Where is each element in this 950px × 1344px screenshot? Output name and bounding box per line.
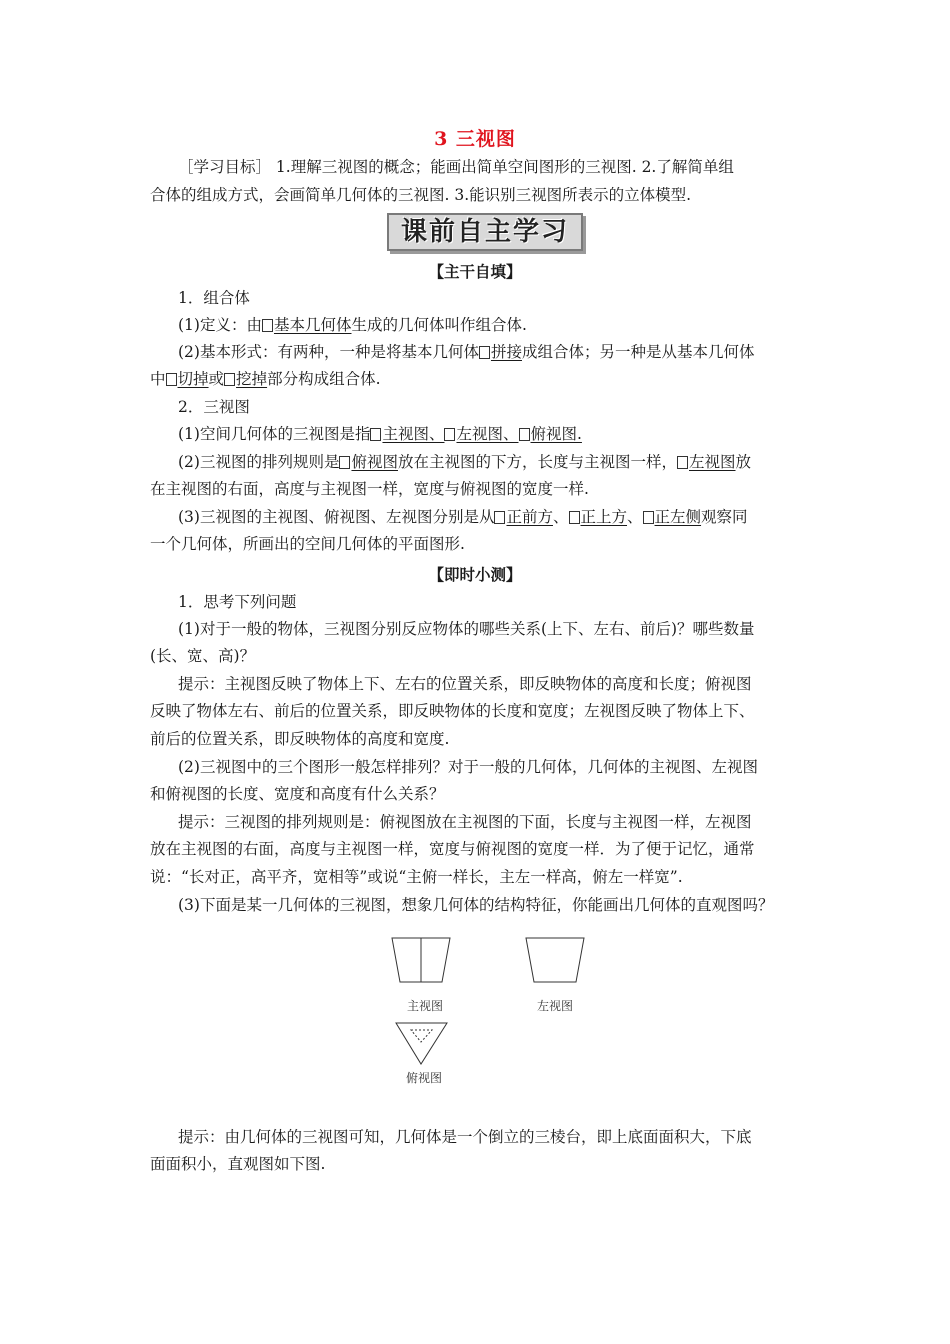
page-title: 3 三视图 [434, 128, 516, 150]
front-view-caption: 主视图 [407, 999, 444, 1013]
three-views-line-1 [178, 423, 815, 445]
section-heading-fill: 【主干自填】 [428, 262, 522, 281]
text: 成组合体；另一种是从基本几何体 [521, 343, 755, 361]
text: 或 [208, 370, 225, 388]
answer-underline: 主视图、 [382, 425, 445, 443]
answer-underline: 正上方 [580, 508, 628, 526]
answer-underline: 拼接 [490, 343, 522, 361]
basic-form-line-2 [150, 368, 815, 390]
three-views-line-2 [178, 451, 815, 473]
text: 部分构成组合体. [267, 370, 381, 388]
section-banner [387, 213, 583, 251]
left-view-shape [526, 938, 584, 982]
answer-underline: 左视图、 [456, 425, 519, 443]
text: 、 [627, 508, 643, 526]
definition-line [178, 314, 815, 336]
section-heading-quiz: 【即时小测】 [428, 565, 522, 584]
text: (1)空间几何体的三视图是指 [178, 425, 371, 443]
basic-form-line-1 [178, 341, 815, 363]
objectives-line-1: ［学习目标］ 1.理解三视图的概念；能画出简单空间图形的三视图. 2.了解简单组 [178, 158, 734, 176]
blank-box [262, 319, 273, 332]
text: (3)三视图的主视图、俯视图、左视图分别是从 [178, 508, 495, 526]
item-heading-combination: 1．组合体 [178, 289, 250, 307]
blank-box [444, 428, 455, 441]
item-heading-three-views: 2．三视图 [178, 398, 250, 416]
blank-box [339, 456, 350, 469]
three-views-figure [380, 925, 610, 1090]
answer-underline: 正左侧 [654, 508, 702, 526]
question-3-line: (3)下面是某一几何体的三视图，想象几何体的结构特征，你能画出几何体的直观图吗？ [178, 896, 774, 914]
answer-3-line-2: 面面积小，直观图如下图. [150, 1155, 326, 1173]
answer-2-line-2: 放在主视图的右面，高度与主视图一样，宽度与俯视图的宽度一样．为了便于记忆，通常 [150, 840, 755, 858]
answer-1-line-2: 反映了物体左右、前后的位置关系，即反映物体的长度和宽度；左视图反映了物体上下、 [150, 702, 755, 720]
answer-2-line-3: 说：“长对正，高平齐，宽相等”或说“主俯一样长，主左一样高，俯左一样宽”. [150, 868, 683, 886]
text: 放 [735, 453, 752, 471]
answer-2-line-1: 提示：三视图的排列规则是：俯视图放在主视图的下面，长度与主视图一样，左视图 [178, 813, 752, 831]
question-2-line-1: (2)三视图中的三个图形一般怎样排列？对于一般的几何体，几何体的主视图、左视图 [178, 758, 758, 776]
quiz-heading: 1．思考下列问题 [178, 593, 297, 611]
blank-box [677, 456, 688, 469]
text: 中 [150, 370, 166, 388]
blank-box [479, 346, 490, 359]
answer-underline: 俯视图. [530, 425, 582, 443]
top-view-caption: 俯视图 [406, 1071, 443, 1085]
text: 、 [552, 508, 569, 526]
text: (2)三视图的排列规则是 [178, 453, 340, 471]
blank-box [519, 428, 530, 441]
blank-box [494, 511, 505, 524]
top-view-shape [396, 1023, 447, 1064]
text: 放在主视图的下方，长度与主视图一样， [397, 453, 677, 471]
front-view-shape [392, 938, 450, 982]
answer-underline: 挖掉 [236, 370, 268, 388]
text: (2)基本形式：有两种，一种是将基本几何体 [178, 343, 479, 361]
answer-1-line-3: 前后的位置关系，即反映物体的高度和宽度. [150, 730, 450, 748]
objectives-line-2: 合体的组成方式，会画简单几何体的三视图. 3.能识别三视图所表示的立体模型. [150, 186, 692, 204]
three-views-line-3: 在主视图的右面，高度与主视图一样，宽度与俯视图的宽度一样. [150, 480, 589, 498]
question-1-line-2: (长、宽、高)？ [150, 647, 256, 665]
answer-1-line-1: 提示：主视图反映了物体上下、左右的位置关系，即反映物体的高度和长度；俯视图 [178, 675, 752, 693]
answer-underline: 左视图 [689, 453, 736, 471]
text: 观察同 [701, 508, 748, 526]
blank-box [643, 511, 654, 524]
left-view-caption: 左视图 [537, 999, 574, 1013]
three-views-line-4 [178, 506, 815, 528]
text: 生成的几何体叫作组合体. [351, 316, 527, 334]
answer-underline: 俯视图 [351, 453, 398, 471]
question-2-line-2: 和俯视图的长度、宽度和高度有什么关系？ [150, 785, 445, 803]
answer-underline: 正前方 [506, 508, 553, 526]
blank-box [569, 511, 580, 524]
blank-box [224, 373, 235, 386]
answer-underline: 切掉 [177, 370, 209, 388]
answer-underline: 基本几何体 [273, 316, 352, 334]
question-1-line-1: (1)对于一般的物体，三视图分别反应物体的哪些关系(上下、左右、前后)？哪些数量 [178, 620, 755, 638]
text: (1)定义：由 [178, 316, 262, 334]
three-views-line-5: 一个几何体，所画出的空间几何体的平面图形. [150, 535, 465, 553]
section-banner-label: 课前自主学习 [400, 217, 569, 247]
blank-box [166, 373, 177, 386]
answer-3-line-1: 提示：由几何体的三视图可知，几何体是一个倒立的三棱台，即上底面面积大，下底 [178, 1128, 752, 1146]
blank-box [370, 428, 381, 441]
